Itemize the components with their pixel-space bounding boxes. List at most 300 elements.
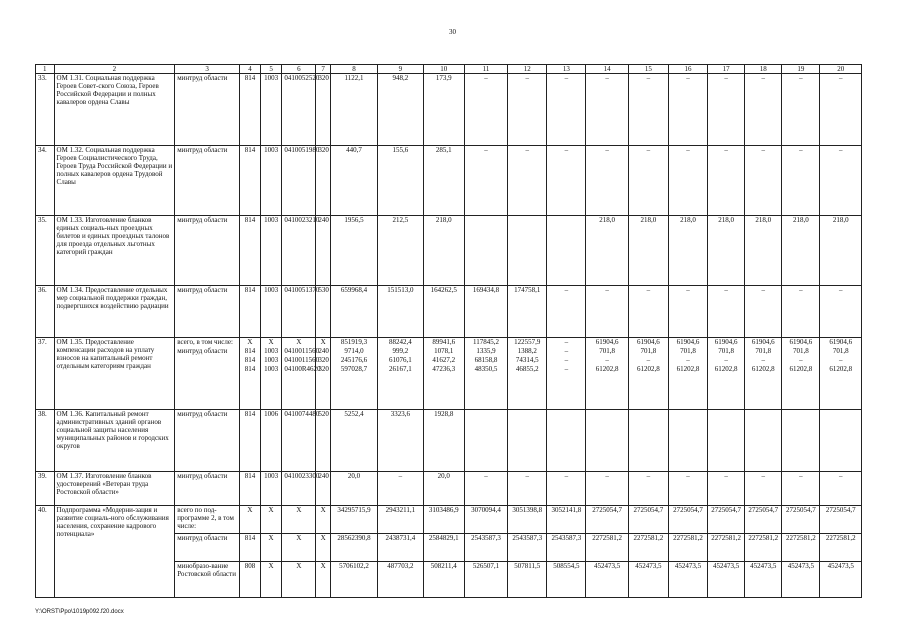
value-cell [628, 410, 668, 472]
value-cell: 34295715,9 [330, 506, 377, 534]
cell-line: 701,8 [680, 347, 696, 355]
cell-line: – [799, 472, 803, 480]
cell-line: 245176,6 [340, 356, 368, 364]
cell-line: 814 [244, 286, 256, 294]
header-cell: 14 [586, 65, 628, 74]
value-cell: 2543587,3 [464, 534, 507, 562]
cell-line: – [646, 472, 651, 480]
value-cell [628, 286, 668, 338]
cell-line: – [799, 74, 803, 82]
value-cell [708, 286, 745, 338]
cell-line: – [564, 286, 569, 294]
cell-line: – [838, 286, 843, 294]
table-row [36, 410, 862, 472]
vr-cell: X [316, 562, 330, 598]
measure-name-cell: ОМ 1.36. Капитальный ремонт административных зданий органов социальной защиты населения муниципальных районов и городских округов [54, 410, 175, 472]
cell-line: 1003 [264, 365, 279, 373]
value-cell [464, 286, 507, 338]
executor-cell [175, 472, 240, 506]
cell-line: – [564, 74, 569, 82]
value-cell [820, 74, 862, 146]
cell-line: 814 [244, 216, 256, 224]
value-cell [668, 472, 707, 506]
value-cell [423, 472, 464, 506]
cell-line: – [799, 356, 803, 364]
cell-line: 814 [244, 347, 256, 355]
cell-line: 320 [318, 365, 329, 373]
cell-line: – [605, 74, 609, 82]
measure-name-cell: ОМ 1.35. Предоставление компенсации расходов на уплату взносов на капитальный ремонт отдельным категориям граждан [54, 338, 175, 410]
cell-line: 41627,2 [432, 356, 456, 364]
value-cell: 452473,5 [708, 562, 745, 598]
rzpr-cell [260, 146, 282, 216]
cell-line [549, 216, 583, 225]
value-cell [330, 338, 377, 410]
cell-line: 61202,8 [789, 365, 813, 373]
cell-line: 48350,5 [474, 365, 498, 373]
value-cell [820, 338, 862, 410]
cell-line: – [525, 472, 529, 480]
value-cell [745, 286, 782, 338]
value-cell [668, 410, 707, 472]
cell-line: 61904,6 [676, 338, 700, 346]
value-cell: 2272581,2 [745, 534, 782, 562]
value-cell: 452473,5 [745, 562, 782, 598]
csr-cell [282, 74, 320, 146]
cell-line: 5252,4 [344, 410, 364, 418]
value-cell [508, 338, 547, 410]
grbs-cell: 808 [240, 562, 261, 598]
cell-line: – [838, 356, 843, 364]
cell-line: 46855,2 [515, 365, 539, 373]
value-cell [508, 472, 547, 506]
cell-line: 20,0 [437, 472, 450, 480]
cell-line [510, 216, 544, 225]
cell-line: 1003 [264, 216, 279, 224]
value-cell: 28562390,8 [330, 534, 377, 562]
value-cell [423, 338, 464, 410]
cell-line: – [761, 356, 766, 364]
executor-cell: минобразо-вание Ростовской области [175, 562, 240, 598]
cell-line: 61904,6 [789, 338, 813, 346]
grbs-cell [240, 338, 261, 410]
value-cell: 3070094,4 [464, 506, 507, 534]
value-cell [586, 74, 628, 146]
cell-line: 520 [318, 410, 329, 418]
row-number-cell: 40. [36, 506, 55, 598]
cell-line: 701,8 [755, 347, 772, 355]
grbs-cell [240, 410, 261, 472]
cell-line: 999,2 [392, 347, 409, 355]
cell-line: – [686, 356, 690, 364]
executor-cell [175, 286, 240, 338]
value-cell [782, 338, 820, 410]
value-cell: 2272581,2 [708, 534, 745, 562]
header-cell: 7 [316, 65, 330, 74]
cell-line: 61202,8 [676, 365, 700, 373]
cell-line: 218,0 [435, 216, 452, 224]
value-cell [745, 146, 782, 216]
value-cell [547, 286, 586, 338]
value-cell [464, 74, 507, 146]
value-cell [464, 338, 507, 410]
cell-line: – [761, 472, 766, 480]
cell-line: 530 [318, 286, 329, 294]
cell-line: X [247, 338, 253, 346]
file-path-footer: Y:\ORST\Ppo\1019p092.f20.docx [35, 609, 124, 615]
value-cell [668, 216, 707, 286]
measure-name-cell: ОМ 1.32. Социальная поддержка Героев Социалистического Труда, Героев Труда Российской Федерации и полных кавалеров ордена Трудовой Славы [54, 146, 175, 216]
cell-line: 117845,2 [472, 338, 499, 346]
value-cell: 2584829,1 [423, 534, 464, 562]
table-row [36, 472, 862, 506]
value-cell [378, 216, 423, 286]
value-cell [464, 410, 507, 472]
value-cell [586, 338, 628, 410]
cell-line: – [724, 356, 728, 364]
vr-cell [316, 286, 330, 338]
table-row [36, 286, 862, 338]
csr-cell [282, 216, 320, 286]
cell-line: – [484, 74, 488, 82]
header-cell: 5 [260, 65, 282, 74]
value-cell: 2272581,2 [820, 534, 862, 562]
value-cell [378, 286, 423, 338]
vr-cell [316, 216, 330, 286]
value-cell [708, 74, 745, 146]
value-cell [628, 216, 668, 286]
value-cell: 2943211,1 [378, 506, 423, 534]
cell-line: – [564, 347, 569, 355]
cell-line: 218,0 [718, 216, 735, 224]
cell-line: 320 [318, 356, 329, 364]
value-cell: 5706102,2 [330, 562, 377, 598]
cell-line [822, 410, 859, 419]
rzpr-cell: X [260, 562, 282, 598]
value-cell: 2725054,7 [586, 506, 628, 534]
table-row [36, 338, 862, 410]
value-cell [547, 338, 586, 410]
header-cell: 17 [708, 65, 745, 74]
cell-line [467, 216, 505, 225]
value-cell [745, 216, 782, 286]
row-number-cell: 34. [36, 146, 55, 216]
grbs-cell [240, 74, 261, 146]
value-cell [628, 338, 668, 410]
value-cell: 2725054,7 [745, 506, 782, 534]
cell-line: 47236,3 [432, 365, 456, 373]
cell-line: 814 [244, 410, 256, 418]
value-cell: 2272581,2 [586, 534, 628, 562]
value-cell: 508211,4 [423, 562, 464, 598]
cell-line: 1003 [264, 356, 279, 364]
cell-line: – [686, 74, 690, 82]
cell-line: минтруд области [177, 347, 228, 355]
value-cell [547, 216, 586, 286]
cell-line: 320 [318, 146, 329, 154]
cell-line: – [525, 74, 529, 82]
header-cell: 13 [547, 65, 586, 74]
cell-line: 155,6 [392, 146, 409, 154]
cell-line: 814 [244, 365, 256, 373]
cell-line: – [838, 146, 843, 154]
cell-line: 0410023300 [284, 472, 320, 480]
measure-name-cell: Подпрограмма «Модерни-зация и развитие социаль-ного обслуживания населения, сохранение кадрового потенциала» [54, 506, 175, 598]
vr-cell [316, 410, 330, 472]
executor-cell: минтруд области [175, 534, 240, 562]
cell-line: 61202,8 [751, 365, 775, 373]
cell-line: минтруд области [177, 286, 228, 294]
value-cell: 2725054,7 [820, 506, 862, 534]
cell-line: 122557,9 [514, 338, 541, 346]
value-cell [586, 216, 628, 286]
vr-cell [316, 338, 330, 410]
value-cell [628, 146, 668, 216]
csr-cell [282, 338, 321, 410]
row-number-cell: 38. [36, 410, 55, 472]
cell-line: 89941,6 [432, 338, 456, 346]
value-cell: 487703,2 [378, 562, 423, 598]
rzpr-cell: X [260, 534, 282, 562]
grbs-cell [240, 472, 261, 506]
header-cell: 12 [508, 65, 547, 74]
value-cell [586, 472, 628, 506]
cell-line: – [646, 286, 651, 294]
value-cell: 2438731,4 [378, 534, 423, 562]
cell-line: – [761, 286, 766, 294]
cell-line [549, 410, 583, 419]
header-cell: 8 [330, 65, 377, 74]
cell-line: X [320, 338, 326, 346]
csr-cell [282, 286, 320, 338]
vr-cell [316, 472, 330, 506]
cell-line: 701,8 [832, 347, 849, 355]
cell-line: 169434,8 [472, 286, 500, 294]
value-cell [378, 146, 423, 216]
value-cell [423, 74, 464, 146]
value-cell [330, 472, 377, 506]
cell-line: – [686, 146, 690, 154]
grbs-cell: X [240, 506, 261, 534]
value-cell [586, 286, 628, 338]
value-cell [708, 216, 745, 286]
table-row [36, 146, 862, 216]
cell-line: – [838, 472, 843, 480]
cell-line: 1388,2 [517, 347, 537, 355]
cell-line: – [605, 356, 609, 364]
value-cell [820, 472, 862, 506]
value-cell [330, 286, 377, 338]
value-cell [708, 146, 745, 216]
cell-line: 240 [318, 472, 329, 480]
row-number-cell: 35. [36, 216, 55, 286]
header-cell: 19 [782, 65, 820, 74]
executor-cell [175, 216, 240, 286]
row-number-cell: 33. [36, 74, 55, 146]
value-cell [668, 146, 707, 216]
value-cell [330, 74, 377, 146]
cell-line: минтруд области [177, 472, 228, 480]
cell-line: 240 [318, 216, 329, 224]
value-cell: 452473,5 [782, 562, 820, 598]
value-cell [745, 410, 782, 472]
value-cell [464, 472, 507, 506]
cell-line: 151513,0 [387, 286, 414, 294]
cell-line: – [838, 74, 843, 82]
header-cell: 11 [464, 65, 507, 74]
cell-line: – [724, 146, 728, 154]
cell-line: 659968,4 [340, 286, 368, 294]
cell-line [747, 410, 779, 419]
cell-line: 0410011560 [284, 356, 320, 364]
value-cell: 2725054,7 [708, 506, 745, 534]
value-cell [668, 74, 707, 146]
grbs-cell: 814 [240, 534, 261, 562]
measure-name-cell: ОМ 1.33. Изготовление бланков единых социаль-ных проездных билетов и единых проездных талонов для проезда отдельных льготных категорий граждан [54, 216, 175, 286]
table-row [36, 74, 862, 146]
value-cell: 452473,5 [586, 562, 628, 598]
cell-line [467, 410, 505, 419]
cell-line: минтруд области [177, 146, 228, 154]
cell-line: – [605, 286, 609, 294]
cell-line: 174758,1 [514, 286, 541, 294]
value-cell [745, 472, 782, 506]
cell-line [784, 410, 817, 419]
value-cell [378, 410, 423, 472]
value-cell [745, 338, 782, 410]
budget-table [35, 64, 862, 598]
value-cell [330, 410, 377, 472]
cell-line: 701,8 [640, 347, 657, 355]
value-cell [628, 472, 668, 506]
value-cell [782, 472, 820, 506]
header-cell: 9 [378, 65, 423, 74]
cell-line: X [268, 338, 274, 346]
value-cell [745, 74, 782, 146]
value-cell: 3051398,8 [508, 506, 547, 534]
cell-line: – [761, 74, 766, 82]
cell-line: минтруд области [177, 74, 228, 82]
header-cell: 1 [36, 65, 55, 74]
rzpr-cell: X [260, 506, 282, 534]
cell-line: – [646, 356, 651, 364]
csr-cell: X [282, 534, 316, 562]
header-cell: 3 [175, 65, 240, 74]
value-cell [586, 410, 628, 472]
header-cell: 2 [54, 65, 175, 74]
csr-cell [282, 472, 320, 506]
grbs-cell [240, 286, 261, 338]
value-cell [668, 338, 707, 410]
value-cell: 2272581,2 [628, 534, 668, 562]
table-row-subprogram [36, 506, 862, 534]
value-cell: 2272581,2 [668, 534, 707, 562]
cell-line [631, 410, 666, 419]
value-cell: 2725054,7 [628, 506, 668, 534]
cell-line: 0410051370 [284, 286, 320, 294]
cell-line: 814 [244, 146, 256, 154]
cell-line: – [398, 472, 403, 480]
cell-line: – [646, 146, 651, 154]
cell-line: 1003 [264, 146, 279, 154]
rzpr-cell [260, 338, 282, 410]
cell-line: 218,0 [755, 216, 772, 224]
value-cell [378, 472, 423, 506]
header-cell: 20 [820, 65, 862, 74]
measure-name-cell: ОМ 1.37. Изготовление бланков удостоверений «Ветеран труда Ростовской области» [54, 472, 175, 506]
vr-cell: X [316, 534, 330, 562]
cell-line: 68158,8 [474, 356, 498, 364]
value-cell [508, 286, 547, 338]
cell-line: 61904,6 [751, 338, 775, 346]
cell-line: 1006 [264, 410, 279, 418]
value-cell: 526507,1 [464, 562, 507, 598]
cell-line: – [686, 286, 690, 294]
cell-line: – [799, 286, 803, 294]
cell-line: – [564, 338, 569, 346]
value-cell [782, 216, 820, 286]
value-cell [668, 286, 707, 338]
cell-line: 04100R4620 [284, 365, 321, 373]
value-cell: 452473,5 [820, 562, 862, 598]
value-cell [508, 146, 547, 216]
csr-cell: X [282, 562, 316, 598]
value-cell [782, 410, 820, 472]
executor-cell [175, 74, 240, 146]
grbs-cell [240, 146, 261, 216]
header-cell: 6 [282, 65, 316, 74]
cell-line: 701,8 [718, 347, 735, 355]
value-cell: 3052141,8 [547, 506, 586, 534]
cell-line: 1003 [264, 347, 279, 355]
value-cell [820, 146, 862, 216]
rzpr-cell [260, 286, 282, 338]
cell-line: – [724, 472, 728, 480]
cell-line: 61904,6 [714, 338, 738, 346]
cell-line: 597028,7 [340, 365, 368, 373]
cell-line: 61904,6 [595, 338, 619, 346]
row-number-cell: 37. [36, 338, 55, 410]
value-cell [508, 410, 547, 472]
cell-line: 1003 [264, 472, 279, 480]
cell-line: – [564, 472, 569, 480]
cell-line: минтруд области [177, 410, 228, 418]
cell-line: 240 [318, 347, 329, 355]
cell-line: 1956,5 [344, 216, 364, 224]
cell-line [710, 410, 742, 419]
cell-line: 218,0 [599, 216, 615, 224]
value-cell: 2543587,3 [508, 534, 547, 562]
vr-cell [316, 74, 330, 146]
cell-line: минтруд области [177, 216, 228, 224]
value-cell: 2543587,3 [547, 534, 586, 562]
cell-line: – [484, 472, 488, 480]
rzpr-cell [260, 74, 282, 146]
value-cell [782, 146, 820, 216]
value-cell [782, 286, 820, 338]
cell-line: 88242,4 [389, 338, 412, 346]
cell-line: – [646, 74, 651, 82]
row-number-cell: 39. [36, 472, 55, 506]
value-cell: 3103486,9 [423, 506, 464, 534]
cell-line: – [724, 286, 728, 294]
row-number-cell: 36. [36, 286, 55, 338]
cell-line: 61202,8 [714, 365, 738, 373]
executor-cell [175, 410, 240, 472]
cell-line: 61076,1 [389, 356, 412, 364]
cell-line: – [724, 74, 728, 82]
value-cell [547, 472, 586, 506]
